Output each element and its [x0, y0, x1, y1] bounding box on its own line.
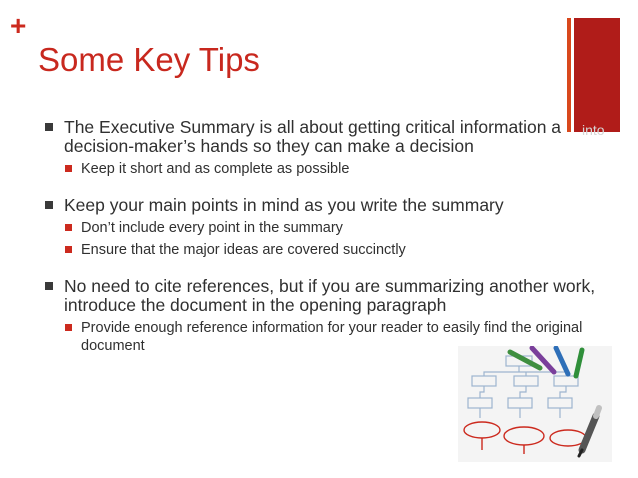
bullet-point: The Executive Summary is all about getting critical information a decision-maker’s hands so they can make a decision	[43, 118, 623, 156]
sub-bullet-point: Keep it short and as complete as possible	[64, 160, 623, 178]
decorative-bar-thin	[567, 18, 571, 132]
bullet-point: Keep your main points in mind as you write the summary	[43, 196, 623, 215]
sub-bullet-point: Ensure that the major ideas are covered succinctly	[64, 241, 623, 259]
slide-title: Some Key Tips	[38, 41, 260, 78]
flowchart-markers-image	[458, 346, 612, 462]
bullet-list	[43, 118, 623, 355]
plus-icon: +	[10, 10, 27, 41]
faint-text: into	[582, 122, 605, 138]
sub-bullet-point: Don’t include every point in the summary	[64, 219, 623, 237]
bullet-point: No need to cite references, but if you are summarizing another work, introduce the document in the opening paragraph	[43, 277, 623, 315]
decorative-bar-thick	[574, 18, 620, 132]
sub-bullet-point: Provide enough reference information for your reader to easily find the original document	[64, 319, 623, 355]
